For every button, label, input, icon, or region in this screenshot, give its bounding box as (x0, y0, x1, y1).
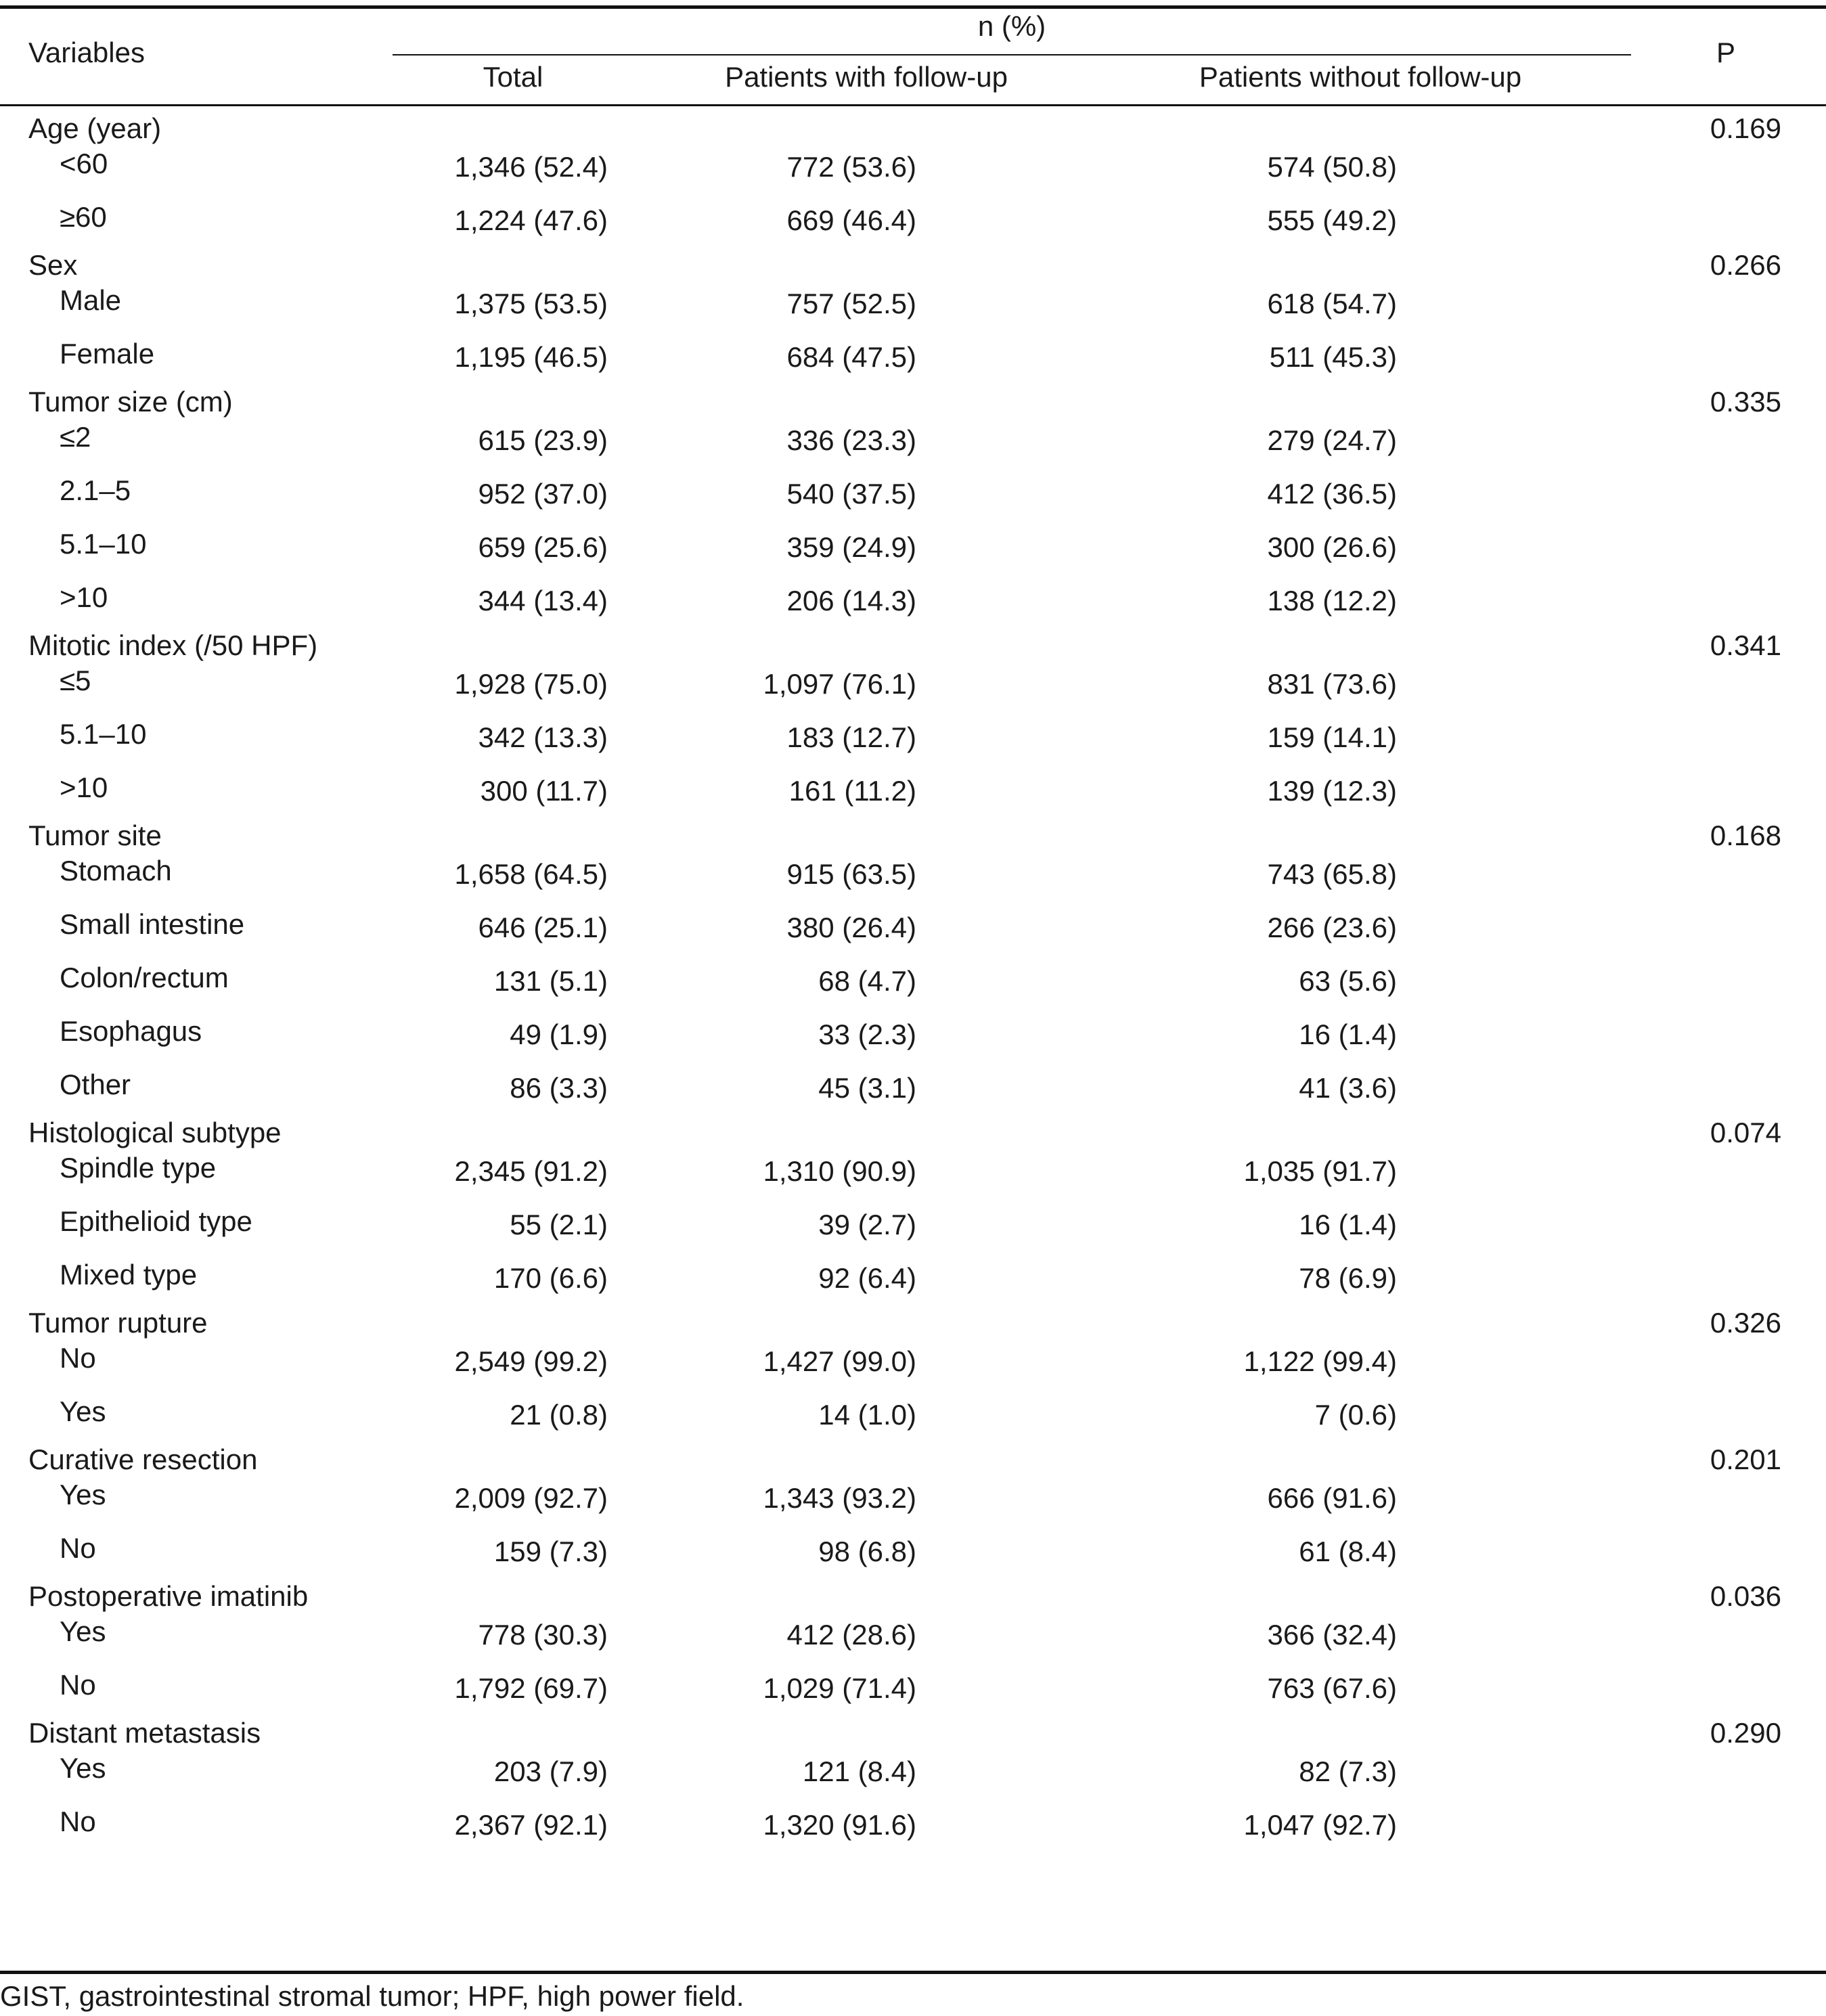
bottom-rule (0, 1971, 1826, 1974)
row-label: <60 (60, 148, 108, 179)
cell-total: 2,009 (92.7) (454, 1482, 608, 1514)
cell-without-followup: 831 (73.6) (1267, 668, 1397, 700)
cell-with-followup: 206 (14.3) (786, 585, 916, 617)
table-footnote: GIST, gastrointestinal stromal tumor; HPF, high power field. (0, 1980, 744, 2012)
row-label: Yes (60, 1395, 106, 1427)
header-rule (0, 104, 1826, 106)
group-label: Postoperative imatinib (28, 1580, 309, 1612)
row-label: >10 (60, 581, 108, 613)
row-label: Yes (60, 1752, 106, 1784)
cell-without-followup: 61 (8.4) (1299, 1536, 1397, 1567)
cell-total: 131 (5.1) (493, 965, 608, 997)
group-p-value: 0.341 (1710, 629, 1781, 661)
cell-without-followup: 300 (26.6) (1267, 531, 1397, 563)
cell-total: 21 (0.8) (510, 1399, 608, 1431)
group-label: Age (year) (28, 112, 162, 144)
cell-total: 203 (7.9) (493, 1755, 608, 1787)
cell-with-followup: 412 (28.6) (786, 1619, 916, 1651)
cell-without-followup: 1,047 (92.7) (1243, 1809, 1397, 1841)
cell-with-followup: 772 (53.6) (786, 151, 916, 183)
group-label: Tumor site (28, 820, 162, 851)
cell-without-followup: 16 (1.4) (1299, 1018, 1397, 1050)
row-label: 5.1–10 (60, 528, 147, 560)
group-p-value: 0.168 (1710, 820, 1781, 851)
group-p-value: 0.169 (1710, 112, 1781, 144)
cell-without-followup: 82 (7.3) (1299, 1755, 1397, 1787)
group-label: Distant metastasis (28, 1717, 261, 1749)
group-p-value: 0.074 (1710, 1117, 1781, 1148)
row-label: 5.1–10 (60, 718, 147, 750)
row-label: Esophagus (60, 1015, 202, 1047)
cell-total: 1,928 (75.0) (454, 668, 608, 700)
group-label: Sex (28, 249, 78, 281)
group-label: Curative resection (28, 1443, 258, 1475)
cell-with-followup: 1,097 (76.1) (763, 668, 916, 700)
row-label: Stomach (60, 855, 172, 887)
header-variables: Variables (28, 37, 145, 68)
row-label: ≤5 (60, 665, 91, 696)
cell-with-followup: 684 (47.5) (786, 341, 916, 373)
cell-total: 2,549 (99.2) (454, 1345, 608, 1377)
header-n-pct-text: n (%) (977, 10, 1046, 42)
cell-without-followup: 7 (0.6) (1314, 1399, 1397, 1431)
row-label: Yes (60, 1615, 106, 1647)
cell-total: 1,195 (46.5) (454, 341, 608, 373)
row-label: ≥60 (60, 201, 107, 233)
cell-total: 49 (1.9) (510, 1018, 608, 1050)
cell-with-followup: 183 (12.7) (786, 721, 916, 753)
cell-without-followup: 366 (32.4) (1267, 1619, 1397, 1651)
cell-with-followup: 1,029 (71.4) (763, 1672, 916, 1704)
cell-with-followup: 540 (37.5) (786, 478, 916, 510)
cell-with-followup: 1,427 (99.0) (763, 1345, 916, 1377)
row-label: No (60, 1806, 96, 1837)
cell-without-followup: 159 (14.1) (1267, 721, 1397, 753)
group-p-value: 0.201 (1710, 1443, 1781, 1475)
cell-total: 1,792 (69.7) (454, 1672, 608, 1704)
row-label: No (60, 1342, 96, 1374)
row-label: 2.1–5 (60, 474, 131, 506)
cell-total: 1,224 (47.6) (454, 204, 608, 236)
row-label: Colon/rectum (60, 962, 229, 993)
cell-with-followup: 45 (3.1) (818, 1072, 916, 1104)
row-label: Mixed type (60, 1259, 198, 1291)
cell-total: 2,345 (91.2) (454, 1155, 608, 1187)
cell-without-followup: 78 (6.9) (1299, 1262, 1397, 1294)
row-label: No (60, 1669, 96, 1701)
cell-without-followup: 41 (3.6) (1299, 1072, 1397, 1104)
row-label: Small intestine (60, 908, 245, 940)
cell-total: 659 (25.6) (478, 531, 608, 563)
group-p-value: 0.326 (1710, 1307, 1781, 1339)
cell-without-followup: 574 (50.8) (1267, 151, 1397, 183)
header-without-followup: Patients without follow-up (1199, 61, 1522, 93)
cell-total: 615 (23.9) (478, 424, 608, 456)
cell-total: 55 (2.1) (510, 1209, 608, 1240)
cell-with-followup: 92 (6.4) (818, 1262, 916, 1294)
cell-without-followup: 743 (65.8) (1267, 858, 1397, 890)
cell-without-followup: 763 (67.6) (1267, 1672, 1397, 1704)
row-label: No (60, 1532, 96, 1564)
group-p-value: 0.266 (1710, 249, 1781, 281)
cell-with-followup: 161 (11.2) (788, 775, 916, 807)
header-n-pct (0, 9, 1826, 43)
cell-with-followup: 39 (2.7) (818, 1209, 916, 1240)
header-p: P (1716, 37, 1735, 68)
cell-total: 300 (11.7) (480, 775, 608, 807)
cell-without-followup: 63 (5.6) (1299, 965, 1397, 997)
cell-with-followup: 121 (8.4) (802, 1755, 916, 1787)
cell-with-followup: 380 (26.4) (786, 912, 916, 943)
row-label: Epithelioid type (60, 1205, 252, 1237)
top-rule (0, 5, 1826, 9)
row-label: Yes (60, 1479, 106, 1510)
cell-total: 952 (37.0) (478, 478, 608, 510)
cell-total: 1,658 (64.5) (454, 858, 608, 890)
cell-total: 2,367 (92.1) (454, 1809, 608, 1841)
cell-total: 342 (13.3) (478, 721, 608, 753)
group-p-value: 0.290 (1710, 1717, 1781, 1749)
cell-total: 86 (3.3) (510, 1072, 608, 1104)
cell-total: 1,346 (52.4) (454, 151, 608, 183)
cell-without-followup: 1,035 (91.7) (1243, 1155, 1397, 1187)
cell-total: 646 (25.1) (478, 912, 608, 943)
cell-without-followup: 16 (1.4) (1299, 1209, 1397, 1240)
group-p-value: 0.036 (1710, 1580, 1781, 1612)
cell-with-followup: 669 (46.4) (786, 204, 916, 236)
cell-with-followup: 1,320 (91.6) (763, 1809, 916, 1841)
cell-with-followup: 14 (1.0) (818, 1399, 916, 1431)
cell-total: 778 (30.3) (478, 1619, 608, 1651)
group-p-value: 0.335 (1710, 386, 1781, 418)
row-label: Other (60, 1069, 131, 1100)
group-label: Tumor size (cm) (28, 386, 233, 418)
row-label: Male (60, 284, 122, 316)
cell-without-followup: 266 (23.6) (1267, 912, 1397, 943)
row-label: Female (60, 338, 155, 369)
cell-with-followup: 757 (52.5) (786, 288, 916, 319)
cell-with-followup: 1,310 (90.9) (763, 1155, 916, 1187)
header-total: Total (483, 61, 543, 93)
cell-without-followup: 279 (24.7) (1267, 424, 1397, 456)
cell-with-followup: 33 (2.3) (818, 1018, 916, 1050)
cell-without-followup: 412 (36.5) (1267, 478, 1397, 510)
cell-without-followup: 511 (45.3) (1269, 341, 1397, 373)
cell-without-followup: 666 (91.6) (1267, 1482, 1397, 1514)
cell-total: 344 (13.4) (478, 585, 608, 617)
cell-total: 159 (7.3) (493, 1536, 608, 1567)
header-with-followup: Patients with follow-up (725, 61, 1008, 93)
cell-without-followup: 139 (12.3) (1267, 775, 1397, 807)
group-label: Mitotic index (/50 HPF) (28, 629, 318, 661)
cell-total: 1,375 (53.5) (454, 288, 608, 319)
cell-with-followup: 359 (24.9) (786, 531, 916, 563)
cell-with-followup: 1,343 (93.2) (763, 1482, 916, 1514)
cell-without-followup: 618 (54.7) (1267, 288, 1397, 319)
cell-without-followup: 1,122 (99.4) (1243, 1345, 1397, 1377)
cell-with-followup: 68 (4.7) (818, 965, 916, 997)
cell-without-followup: 555 (49.2) (1267, 204, 1397, 236)
cell-total: 170 (6.6) (493, 1262, 608, 1294)
cell-with-followup: 336 (23.3) (786, 424, 916, 456)
group-label: Tumor rupture (28, 1307, 208, 1339)
row-label: Spindle type (60, 1152, 217, 1184)
row-label: ≤2 (60, 421, 91, 453)
n-pct-span-rule (393, 54, 1631, 55)
row-label: >10 (60, 771, 108, 803)
cell-with-followup: 915 (63.5) (786, 858, 916, 890)
cell-with-followup: 98 (6.8) (818, 1536, 916, 1567)
group-label: Histological subtype (28, 1117, 282, 1148)
cell-without-followup: 138 (12.2) (1267, 585, 1397, 617)
